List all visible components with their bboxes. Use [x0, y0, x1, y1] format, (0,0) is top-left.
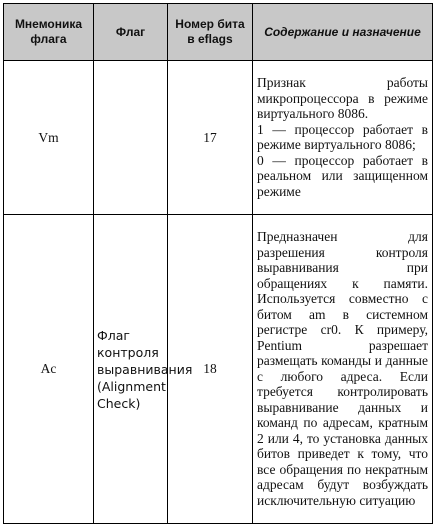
- description-paragraph: 1 — процессор работает в режиме виртуального 8086;: [257, 121, 428, 152]
- flag-cell: Флаг контроля выравнивания (Alignment Check): [94, 215, 168, 524]
- table-header-row: [4, 4, 433, 61]
- flag-cell: [94, 61, 168, 215]
- table-row: [4, 61, 433, 215]
- header-mnemonic: Мнемоника флага: [4, 4, 94, 61]
- description-paragraph: Признак работы микропроцессора в режиме виртуального 8086.: [257, 75, 428, 121]
- header-flag: Флаг: [94, 4, 168, 61]
- description-paragraph: 0 — процессор работает в реальном или защищенном режиме: [257, 152, 428, 199]
- flags-table: [3, 3, 433, 524]
- description-cell: [253, 215, 433, 524]
- table-row: [4, 215, 433, 524]
- bit-number-cell: 17: [168, 61, 253, 215]
- header-bit-number: Номер бита в eflags: [168, 4, 253, 61]
- description-cell: [253, 61, 433, 215]
- header-description: Содержание и назначение: [253, 4, 433, 61]
- mnemonic-cell: Vm: [4, 61, 94, 215]
- description-paragraph: Предназначен для разрешения контроля выравнивания при обращениях к памяти. Используется совместно с битом am в системном регистре cr0. К примеру, Pentium разрешает размещать команды и данные с любого адреса. Если требуется контролировать выравнивание данных и команд по адресам, кратным 2 или 4, то установка данных битов приведет к тому, что все обращения по некратным адресам будут возбуждать исключительную ситуацию: [257, 229, 428, 508]
- mnemonic-cell: Ac: [4, 215, 94, 524]
- bit-number-cell: 18: [168, 215, 253, 524]
